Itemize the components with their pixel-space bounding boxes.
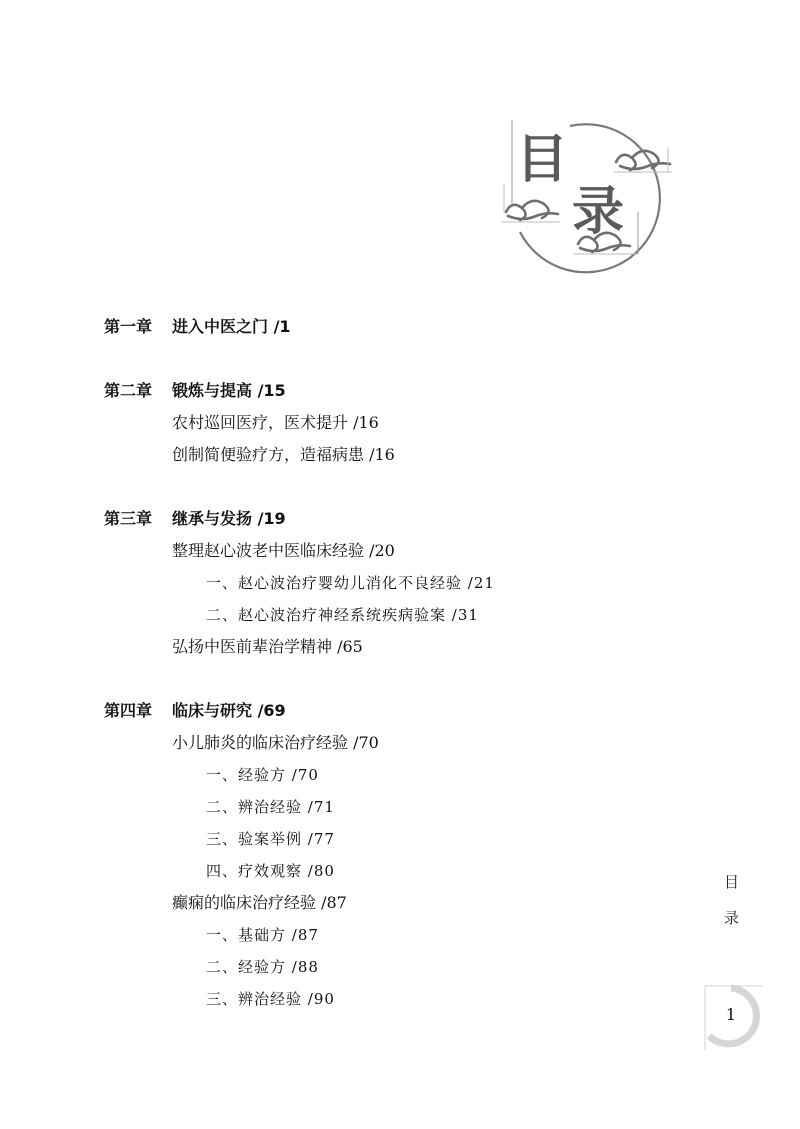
chapter-number: 第三章 [104, 509, 153, 528]
page-number: 1 [725, 1005, 737, 1024]
running-header-char-mu: 目 [724, 873, 740, 891]
toc-chapter-4[interactable] [104, 701, 286, 721]
toc-chapter-2[interactable] [104, 381, 286, 401]
toc-section[interactable]: 小儿肺炎的临床治疗经验 /70 [172, 733, 379, 752]
toc-subsection[interactable]: 一、赵心波治疗婴幼儿消化不良经验 /21 [206, 574, 495, 592]
chapter-title: 进入中医之门 /1 [172, 317, 291, 336]
toc-section[interactable]: 弘扬中医前辈治学精神 /65 [172, 637, 363, 656]
toc-section[interactable]: 整理赵心波老中医临床经验 /20 [172, 541, 395, 560]
toc-title-emblem [496, 112, 686, 272]
toc-subsection[interactable]: 二、经验方 /88 [206, 958, 319, 976]
chapter-title: 锻炼与提高 /15 [172, 381, 286, 400]
chapter-title: 继承与发扬 /19 [172, 509, 286, 528]
toc-subsection[interactable]: 二、赵心波治疗神经系统疾病验案 /31 [206, 606, 479, 624]
toc-subsection[interactable]: 三、验案举例 /77 [206, 830, 335, 848]
chapter-title: 临床与研究 /69 [172, 701, 286, 720]
toc-subsection[interactable]: 三、辨治经验 /90 [206, 990, 335, 1008]
cloud-scroll-icon [614, 148, 672, 172]
toc-chapter-3[interactable] [104, 509, 286, 529]
toc-subsection[interactable]: 二、辨治经验 /71 [206, 798, 335, 816]
page-number-badge [703, 982, 765, 1052]
toc-subsection[interactable]: 四、疗效观察 /80 [206, 862, 335, 880]
chapter-number: 第四章 [104, 701, 153, 720]
chapter-number: 第一章 [104, 317, 153, 336]
toc-section[interactable]: 农村巡回医疗，医术提升 /16 [172, 413, 379, 432]
toc-subsection[interactable]: 一、经验方 /70 [206, 766, 319, 784]
toc-subsection[interactable]: 一、基础方 /87 [206, 926, 319, 944]
cloud-scroll-icon [502, 201, 560, 222]
toc-title-char-mu: 目 [516, 129, 569, 190]
toc-section[interactable]: 创制简便验疗方，造福病患 /16 [172, 445, 395, 464]
running-header-char-lu: 录 [724, 909, 740, 927]
chapter-number: 第二章 [104, 381, 153, 400]
toc-chapter-1[interactable] [104, 317, 291, 337]
toc-title-char-lu: 录 [572, 181, 625, 242]
toc-section[interactable]: 癫痫的临床治疗经验 /87 [172, 893, 347, 912]
